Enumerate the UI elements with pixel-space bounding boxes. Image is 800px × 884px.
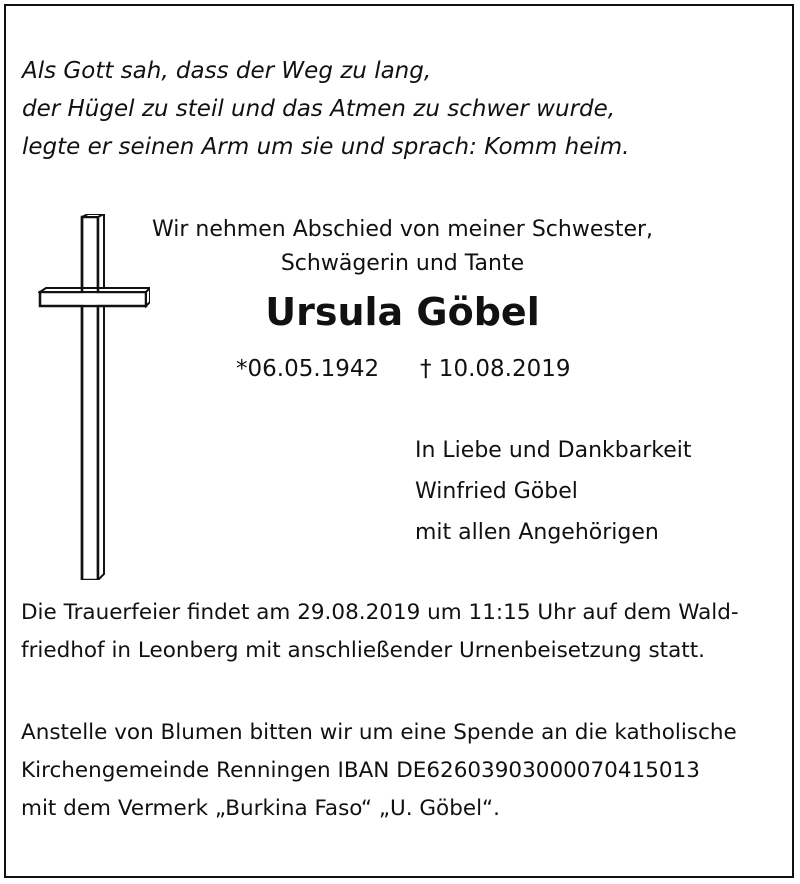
verse-line: legte er seinen Arm um sie und sprach: Komm heim. — [22, 134, 630, 160]
funeral-line: Die Trauerfeier findet am 29.08.2019 um 11:15 Uhr auf dem Wald- — [21, 600, 739, 625]
birth-date: *06.05.1942 — [236, 356, 380, 382]
deceased-name: Ursula Göbel — [265, 290, 540, 334]
donation-info — [21, 714, 737, 828]
signature-line: Winfried Göbel — [415, 479, 578, 504]
donation-line: mit dem Vermerk „Burkina Faso“ „U. Göbel“. — [21, 796, 501, 821]
verse-line: der Hügel zu steil und das Atmen zu schwer wurde, — [22, 96, 616, 122]
intro-text — [140, 213, 665, 281]
funeral-info — [21, 594, 739, 670]
funeral-line: friedhof in Leonberg mit anschließender Urnenbeisetzung statt. — [21, 638, 705, 663]
cross-icon — [38, 214, 150, 580]
verse — [22, 52, 629, 166]
signature-line: mit allen Angehörigen — [415, 520, 659, 545]
donation-line: Kirchengemeinde Renningen IBAN DE62603903000070415013 — [21, 758, 700, 783]
signature — [415, 430, 692, 553]
donation-line: Anstelle von Blumen bitten wir um eine Spende an die katholische — [21, 720, 737, 745]
verse-line: Als Gott sah, dass der Weg zu lang, — [22, 58, 432, 84]
intro-line: Wir nehmen Abschied von meiner Schwester, — [151, 217, 654, 242]
signature-line: In Liebe und Dankbarkeit — [415, 438, 692, 463]
death-date: † 10.08.2019 — [420, 356, 571, 382]
intro-line: Schwägerin und Tante — [280, 251, 525, 276]
